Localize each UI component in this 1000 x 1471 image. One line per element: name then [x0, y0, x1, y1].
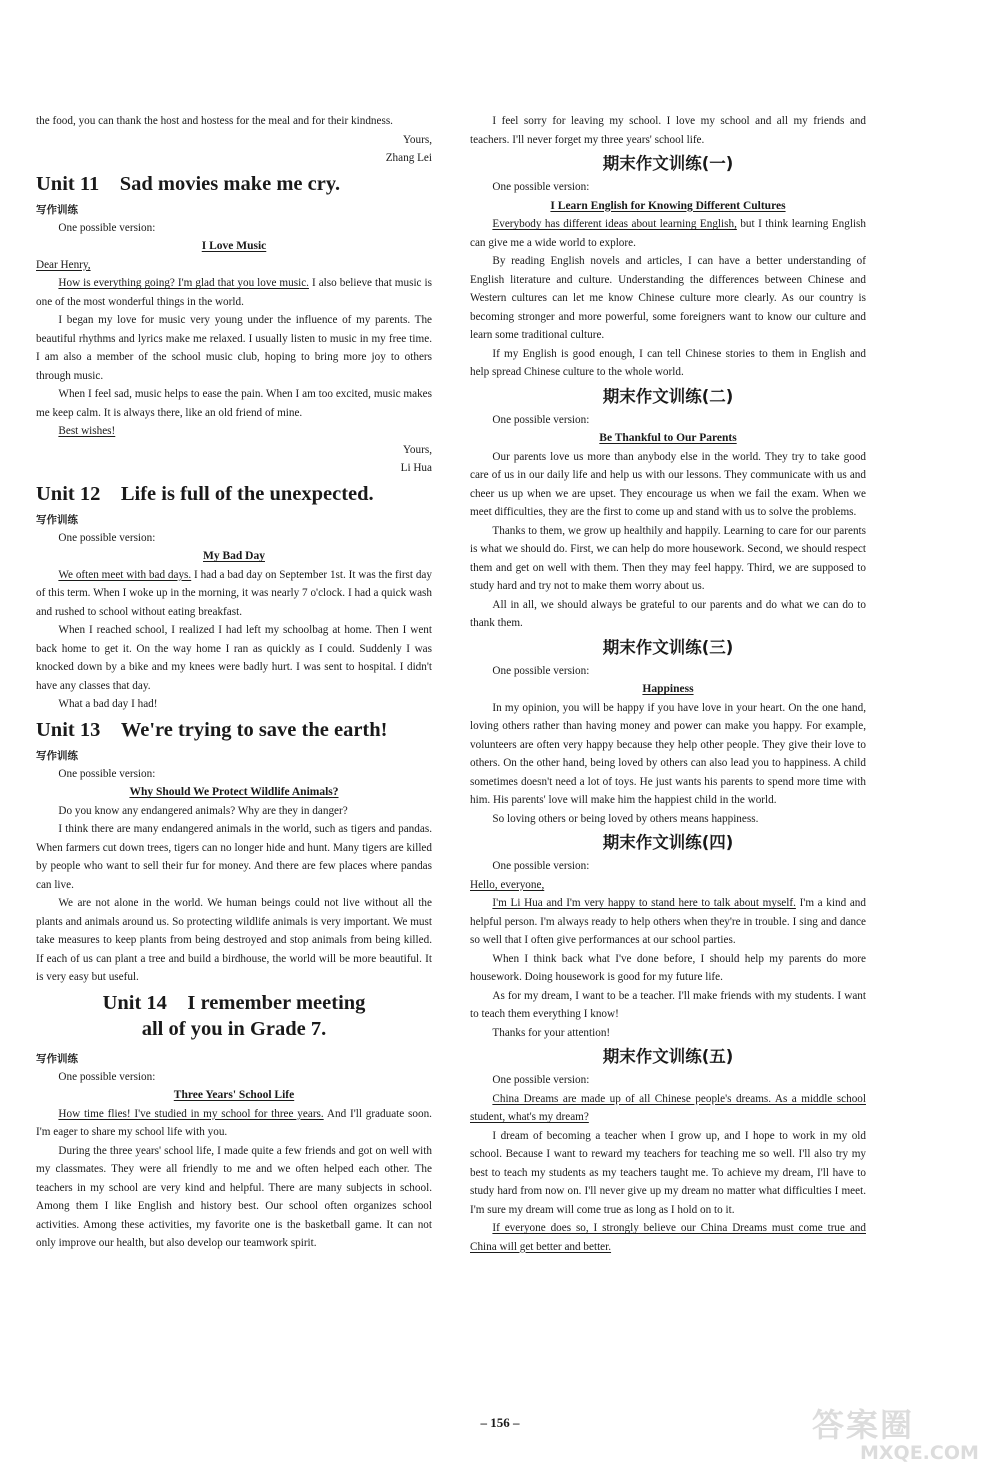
writing-practice-label: 写作训练: [36, 749, 78, 762]
closing: Best wishes!: [58, 425, 116, 437]
paragraph: the food, you can thank the host and hostess for the meal and for their kindness.: [36, 115, 393, 127]
unit-14-heading-line2: all of you in Grade 7.: [141, 1017, 327, 1040]
paragraph: Everybody has different ideas about learning English, but I think learning English can give me a wide world to explore.: [470, 218, 867, 249]
final-practice-3-heading: 期末作文训练(三): [602, 637, 734, 657]
essay-title: Be Thankful to Our Parents: [599, 432, 737, 444]
unit-12-heading: Unit 12 Life is full of the unexpected.: [36, 482, 374, 505]
paragraph: I'm Li Hua and I'm very happy to stand here to talk about myself. I'm a kind and helpful person. I'm always ready to help others when they're in trouble. I sing and dance so well that I often give performances at our school parties.: [470, 897, 866, 946]
writing-practice-label: 写作训练: [36, 1052, 78, 1065]
paragraph: I feel sorry for leaving my school. I love my school and all my friends and teachers. I'll never forget my three years' school life.: [470, 115, 866, 146]
essay-title: Happiness: [642, 683, 694, 695]
paragraph: In my opinion, you will be happy if you have love in your heart. On the one hand, loving others rather than having money and power can make you happy. For example, volunteers are often very happy because they help other people. They give their love to others. On the other hand, being loved by others can also lead you to happiness. A child sometimes doesn't need a lot of toys. He just wants his parents to spend more time with him. His parents' love will make him the happiest child in the world.: [470, 701, 866, 806]
signature: Zhang Lei: [385, 152, 432, 164]
essay-title: My Bad Day: [203, 550, 265, 562]
version-label: One possible version:: [492, 860, 590, 872]
paragraph: I dream of becoming a teacher when I grow up, and I hope to work in my old school. Because I want to reward my teachers for teaching me so well. I'll also try my best to teach my students as my teachers taught me. To achieve my dream, I'll have to study hard from now on. I'll never give up my dream no matter what difficulties I meet. I'm sure my dream will come true as long as I hold on to it.: [470, 1129, 866, 1216]
essay-title: I Love Music: [201, 240, 267, 252]
paragraph: By reading English novels and articles, I can have a better understanding of English literature and culture. Understanding the differences between Chinese and Western cultures can let me know Chinese culture more clearly. As our country is becoming stronger and more powerful, some foreigners want to know our culture and learn some traditional culture.: [470, 255, 866, 341]
final-practice-1-heading: 期末作文训练(一): [602, 154, 734, 173]
paragraph: How is everything going? I'm glad that you love music. I also believe that music is one of the most wonderful things in the world.: [36, 277, 432, 308]
unit-14-heading: Unit 14 I remember meeting: [102, 991, 366, 1014]
version-label: One possible version:: [58, 1070, 156, 1083]
final-practice-5-heading: 期末作文训练(五): [602, 1047, 734, 1066]
closing-yours: Yours,: [402, 133, 432, 146]
final-practice-4-heading: 期末作文训练(四): [602, 833, 734, 852]
paragraph: What a bad day I had!: [58, 698, 158, 710]
right-column: [470, 112, 866, 1256]
version-label: One possible version:: [492, 413, 590, 426]
paragraph: I began my love for music very young under the influence of my parents. The beautiful rhythms and lyrics make me relaxed. I usually listen to music in my free time. I am also a member of the school music club, hoping to bring more joy to others through music.: [36, 314, 432, 382]
paragraph: When I feel sad, music helps to ease the pain. When I am too excited, music makes me keep calm. It is always there, like an old friend of mine.: [36, 388, 432, 419]
writing-practice-label: 写作训练: [36, 513, 78, 526]
paragraph: If everyone does so, I strongly believe our China Dreams must come true and China will get better and better.: [470, 1222, 866, 1253]
version-label: One possible version:: [58, 531, 156, 544]
greeting: Hello, everyone,: [470, 878, 545, 891]
version-label: One possible version:: [492, 1074, 590, 1086]
closing-yours: Yours,: [402, 443, 432, 456]
paragraph: We are not alone in the world. We human beings could not live without all the plants and animals around us. So protecting wildlife animals is very important. We must take measures to keep plants from being destroyed and stop animals from being killed. If each of us can plant a tree and build a birdhouse, the world will be more beautiful. It is very easy but useful.: [36, 897, 432, 983]
paragraph: All in all, we should always be grateful to our parents and do what we can do to thank them.: [470, 598, 866, 629]
version-label: One possible version:: [492, 664, 590, 677]
version-label: One possible version:: [58, 221, 156, 234]
paragraph: As for my dream, I want to be a teacher. I'll make friends with my students. I want to teach them everything I know!: [470, 989, 866, 1020]
paragraph: Our parents love us more than anybody else in the world. They try to take good care of us in our daily life and help us with our lessons. They communicate with us and cheer us up when we are upset. They encourage us when we fail the exam. When we meet difficulties, they are the first to come up and stand with us to solve the problems.: [470, 450, 866, 518]
unit-13-heading: Unit 13 We're trying to save the earth!: [36, 718, 388, 741]
version-label: One possible version:: [58, 767, 156, 780]
page-number: – 156 –: [480, 1415, 520, 1430]
paragraph: When I think back what I've done before, I should help my parents do more housework. Doing housework is good for my future life.: [470, 952, 866, 983]
paragraph: During the three years' school life, I made quite a few friends and got on well with my classmates. They were all friendly to me and we often helped each other. The teachers in my school are very kind and helpful. There are many subjects in school. Among them I like English and history best. Our school often organizes school activities. Among these activities, my favorite one is the basketball game. It can not only improve our health, but also develop our teamwork spirit.: [36, 1144, 432, 1249]
final-practice-2-heading: 期末作文训练(二): [602, 386, 734, 406]
unit-11-heading: Unit 11 Sad movies make me cry.: [36, 172, 341, 195]
writing-practice-label: 写作训练: [36, 203, 78, 216]
paragraph: Do you know any endangered animals? Why are they in danger?: [58, 804, 348, 817]
paragraph: I think there are many endangered animals in the world, such as tigers and pandas. When farmers cut down trees, tigers can no longer hide and hunt. Many tigers are killed by people who want to sell their fur for money. And there are few places where pandas can live.: [36, 823, 432, 891]
greeting: Dear Henry,: [36, 258, 91, 271]
paragraph: How time flies! I've studied in my school for three years. And I'll graduate soon. I'm eager to share my school life with you.: [36, 1107, 432, 1138]
watermark-logo: 答案圈: [812, 1406, 915, 1444]
essay-title: Three Years' School Life: [173, 1089, 295, 1101]
closing: Thanks for your attention!: [492, 1026, 611, 1039]
watermark-url: MXQE.COM: [860, 1442, 979, 1464]
signature: Li Hua: [400, 462, 432, 474]
paragraph: We often meet with bad days. I had a bad day on September 1st. It was the first day of this term. When I woke up in the morning, it was nearly 7 o'clock. I had a quick wash and rushed to school without eating breakfast.: [36, 568, 432, 618]
left-column: [36, 112, 432, 1253]
paragraph: Thanks to them, we grow up healthily and happily. Learning to care for our parents is what we should do. First, we can help do more housework. Second, we should respect them and get on well with them. Then they may feel happy. Third, we are supposed to study hard and try not to make them worry about us.: [470, 524, 866, 592]
version-label: One possible version:: [492, 181, 590, 193]
paragraph: So loving others or being loved by others means happiness.: [492, 812, 759, 825]
essay-title: Why Should We Protect Wildlife Animals?: [129, 786, 339, 798]
essay-title: I Learn English for Knowing Different Cultures: [550, 199, 786, 212]
paragraph: China Dreams are made up of all Chinese people's dreams. As a middle school student, what's my dream?: [470, 1092, 866, 1123]
paragraph: If my English is good enough, I can tell Chinese stories to them in English and help spread Chinese culture to the whole world.: [470, 347, 866, 378]
paragraph: When I reached school, I realized I had left my schoolbag at home. Then I went back home to get it. On the way home I ran as quickly as I could. Suddenly I was knocked down by a bike and my knees were badly hurt. I was sent to hospital. I didn't have any classes that day.: [36, 624, 432, 692]
